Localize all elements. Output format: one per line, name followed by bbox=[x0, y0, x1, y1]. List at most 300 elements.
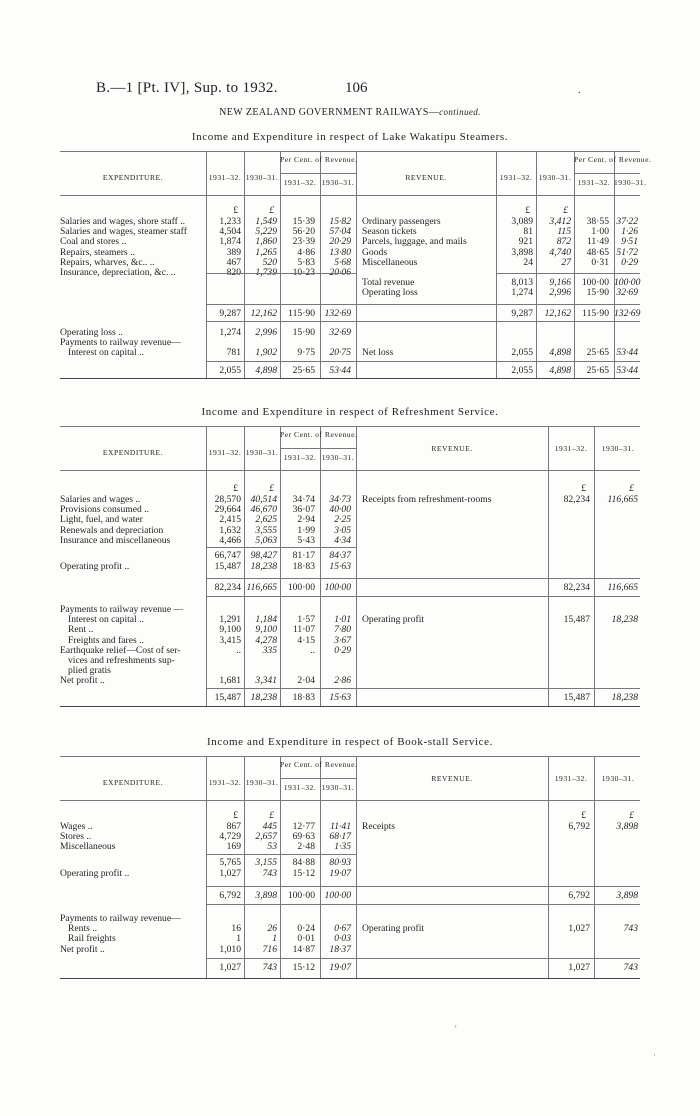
rev-pct-1930-31: 32·69 bbox=[616, 287, 638, 299]
value-1930-31: 743 bbox=[262, 868, 277, 879]
year-heading: 1930–31. bbox=[245, 448, 279, 457]
pct-1930-31: 40·00 bbox=[329, 504, 351, 516]
rev-1930-31: 872 bbox=[556, 236, 571, 248]
column-divider bbox=[244, 470, 245, 706]
year-heading: 1930–31. bbox=[245, 778, 279, 787]
expenditure-label: Interest on capital .. bbox=[68, 614, 144, 626]
total: 12,162 bbox=[544, 308, 571, 319]
pct-1930-31: 5·68 bbox=[334, 256, 351, 268]
column-divider bbox=[206, 470, 207, 706]
currency-sign: £ bbox=[629, 483, 634, 494]
year-heading: 1930–31. bbox=[601, 774, 635, 783]
year-heading: 1931–32. bbox=[554, 444, 588, 453]
value-1930-31: 2,625 bbox=[255, 514, 277, 526]
value-1931-32: 1,010 bbox=[219, 943, 241, 955]
pct-1931-32: 2·94 bbox=[297, 514, 315, 526]
column-divider bbox=[614, 195, 615, 378]
pct-1930-31: 1·01 bbox=[334, 614, 351, 626]
value-1931-32: 3,415 bbox=[219, 634, 241, 646]
rev-1930-31: 4,898 bbox=[549, 347, 571, 358]
expenditure-label: Wages .. bbox=[60, 821, 93, 832]
value-1931-32: 28,570 bbox=[214, 494, 241, 505]
total: 1,027 bbox=[568, 962, 590, 973]
revenue-label: Ordinary passengers bbox=[362, 216, 441, 227]
pct-year-heading: 1930–31. bbox=[321, 178, 355, 187]
total-rule bbox=[206, 578, 640, 579]
value-1930-31: 2,657 bbox=[255, 831, 277, 843]
expenditure-label: Payments to railway revenue— bbox=[60, 913, 181, 924]
pct-1930-31: 0·29 bbox=[334, 644, 351, 656]
revenue-label: Season tickets bbox=[362, 226, 417, 238]
total: 116,665 bbox=[607, 582, 638, 593]
rev-1930-31: 18,238 bbox=[611, 614, 638, 625]
value-1931-32: 1,274 bbox=[219, 327, 241, 338]
value-1931-32: 9,100 bbox=[219, 624, 241, 636]
pct-1930-31: 0·03 bbox=[334, 933, 351, 945]
running-head: B.—1 [Pt. IV], Sup. to 1932. bbox=[96, 80, 278, 96]
pct-1931-32: 4·86 bbox=[297, 246, 315, 258]
expenditure-heading: EXPENDITURE. bbox=[102, 778, 164, 787]
revenue-heading: REVENUE. bbox=[405, 173, 447, 182]
value-1930-31: 1,739 bbox=[255, 267, 277, 278]
total: 9,287 bbox=[511, 308, 533, 319]
subtotal-rule bbox=[206, 547, 356, 548]
value-1930-31: 1,184 bbox=[255, 614, 277, 626]
rev-1930-31: 3,898 bbox=[616, 821, 638, 832]
pct-year-heading: 1930–31. bbox=[614, 178, 647, 187]
value-1930-31: 2,996 bbox=[255, 327, 277, 338]
pct-year-heading: 1931–32. bbox=[283, 178, 317, 187]
rev-pct-1930-31: 37·22 bbox=[616, 216, 638, 227]
document-title: NEW ZEALAND GOVERNMENT RAILWAYS—continued. bbox=[219, 107, 481, 118]
value-1930-31: 1,549 bbox=[255, 216, 277, 227]
expenditure-label: Operating loss .. bbox=[60, 327, 123, 338]
revenue-label: Net loss bbox=[362, 347, 394, 358]
total-pct: 115·90 bbox=[582, 308, 609, 319]
value-1930-31: 520 bbox=[262, 256, 277, 268]
year-heading: 1930–31. bbox=[245, 173, 279, 182]
total-pct: 100·00 bbox=[324, 582, 351, 593]
print-mark: ' bbox=[455, 1024, 457, 1034]
pct-1930-31: 32·69 bbox=[329, 327, 351, 338]
table-bottom-rule bbox=[60, 378, 640, 379]
pct-1931-32: 9·75 bbox=[297, 347, 315, 358]
pct-subrule bbox=[280, 173, 356, 174]
pct-1931-32: 5·83 bbox=[297, 256, 315, 268]
total-rule bbox=[206, 688, 640, 689]
column-divider bbox=[206, 800, 207, 978]
year-heading: 1931–32. bbox=[499, 173, 533, 182]
column-divider bbox=[320, 470, 321, 706]
value-1930-31: 1,860 bbox=[255, 236, 277, 248]
rev-pct-1931-32: 1·00 bbox=[591, 226, 609, 238]
revenue-label: Total revenue bbox=[362, 277, 415, 288]
total: 4,898 bbox=[255, 365, 277, 376]
total: 743 bbox=[623, 962, 638, 973]
rev-pct-1930-31: 9·51 bbox=[621, 236, 638, 248]
column-divider bbox=[548, 800, 549, 978]
pct-1930-31: 3·67 bbox=[334, 634, 351, 646]
total: 6,792 bbox=[219, 890, 241, 901]
column-divider bbox=[356, 470, 357, 706]
currency-sign: £ bbox=[233, 810, 238, 821]
pct-year-heading: 1931–32. bbox=[283, 783, 317, 792]
pct-1930-31: 20·06 bbox=[329, 267, 351, 278]
header-rule bbox=[60, 470, 640, 471]
print-mark: · bbox=[653, 1050, 656, 1060]
revenue-label: Receipts from refreshment-rooms bbox=[362, 494, 492, 505]
rev-1931-32: 82,234 bbox=[563, 494, 590, 505]
total: 82,234 bbox=[214, 582, 241, 593]
total: 12,162 bbox=[250, 308, 277, 319]
currency-sign: £ bbox=[269, 205, 274, 216]
column-divider bbox=[320, 800, 321, 978]
rev-1931-32: 3,898 bbox=[511, 246, 533, 258]
column-divider bbox=[320, 195, 321, 378]
rev-1931-32: 15,487 bbox=[563, 614, 590, 625]
pct-1930-31: 80·93 bbox=[329, 857, 351, 868]
rev-1930-31: 115 bbox=[557, 226, 571, 238]
year-heading: 1930–31. bbox=[601, 444, 635, 453]
rev-1931-32: 81 bbox=[523, 226, 533, 238]
pct-1931-32: 5·43 bbox=[297, 534, 315, 546]
section-title: Income and Expenditure in respect of Lake Wakatipu Steamers. bbox=[191, 131, 509, 143]
currency-sign: £ bbox=[581, 483, 586, 494]
section-title: Income and Expenditure in respect of Book-stall Service. bbox=[207, 736, 493, 748]
rev-pct-1931-32: 48·65 bbox=[586, 246, 609, 258]
expenditure-label: Operating profit .. bbox=[60, 561, 130, 572]
revenue-label: Miscellaneous bbox=[362, 256, 418, 268]
total-pct: 115·90 bbox=[288, 308, 315, 319]
value-1930-31: 716 bbox=[262, 943, 277, 955]
total-rule bbox=[206, 596, 640, 597]
value-1930-31: 40,514 bbox=[250, 494, 277, 505]
column-divider bbox=[356, 195, 357, 378]
rev-pct-1931-32: 38·55 bbox=[586, 216, 609, 227]
rev-pct-1931-32: 100·00 bbox=[581, 277, 609, 288]
expenditure-label: vices and refreshments sup- bbox=[68, 655, 175, 666]
pct-heading: Per Cent. of Revenue. bbox=[574, 155, 652, 164]
expenditure-label: Earthquake relief—Cost of ser- bbox=[60, 644, 181, 656]
total-pct: 19·07 bbox=[329, 962, 351, 973]
total: 18,238 bbox=[250, 692, 277, 703]
value-1930-31: 18,238 bbox=[250, 561, 277, 572]
value-1930-31: 335 bbox=[262, 644, 277, 656]
value-1931-32: 169 bbox=[226, 841, 241, 853]
rev-1931-32: 921 bbox=[518, 236, 533, 248]
rev-1931-32: 8,013 bbox=[511, 277, 533, 288]
header-rule bbox=[60, 195, 640, 196]
column-divider bbox=[244, 195, 245, 378]
value-1930-31: 9,100 bbox=[255, 624, 277, 636]
value-1931-32: .. bbox=[236, 644, 241, 656]
value-1931-32: 16 bbox=[231, 923, 241, 935]
rev-pct-1931-32: 0·31 bbox=[591, 256, 609, 268]
expenditure-label: Repairs, wharves, &c.. .. bbox=[60, 256, 155, 268]
value-1931-32: 1 bbox=[236, 933, 241, 945]
expenditure-label: Net profit .. bbox=[60, 675, 105, 687]
value-1931-32: 1,027 bbox=[219, 868, 241, 879]
pct-heading: Per Cent. of Revenue. bbox=[280, 430, 358, 439]
table-bottom-rule bbox=[60, 706, 640, 707]
section-title: Income and Expenditure in respect of Refreshment Service. bbox=[201, 406, 499, 418]
year-heading: 1931–32. bbox=[208, 173, 242, 182]
pct-1930-31: 20·75 bbox=[329, 347, 351, 358]
pct-1931-32: 1·57 bbox=[297, 614, 315, 626]
rev-1931-32: 6,792 bbox=[568, 821, 590, 832]
expenditure-heading: EXPENDITURE. bbox=[102, 448, 164, 457]
pct-1930-31: 11·41 bbox=[330, 821, 351, 832]
year-heading: 1931–32. bbox=[208, 448, 242, 457]
expenditure-label: Rent .. bbox=[68, 624, 94, 636]
pct-1931-32: 1·99 bbox=[297, 524, 315, 536]
page-number: 106 bbox=[345, 80, 368, 96]
total: 2,055 bbox=[219, 365, 241, 376]
rev-pct-1930-31: 0·29 bbox=[621, 256, 638, 268]
value-1931-32: 1,233 bbox=[219, 216, 241, 227]
expenditure-label: Renewals and depreciation bbox=[60, 524, 164, 536]
pct-1931-32: 36·07 bbox=[292, 504, 315, 516]
total-pct: 100·00 bbox=[287, 582, 315, 593]
value-1930-31: 3,555 bbox=[255, 524, 277, 536]
column-divider bbox=[280, 195, 281, 378]
total-pct: 18·83 bbox=[292, 692, 315, 703]
subtotal-rule bbox=[496, 273, 640, 274]
currency-sign: £ bbox=[233, 205, 238, 216]
revenue-heading: REVENUE. bbox=[431, 444, 473, 453]
value-1931-32: 781 bbox=[226, 347, 241, 358]
pct-1930-31: 34·73 bbox=[329, 494, 351, 505]
pct-1930-31: 15·82 bbox=[329, 216, 351, 227]
total: 15,487 bbox=[563, 692, 590, 703]
column-divider bbox=[496, 195, 497, 378]
header-rule bbox=[60, 800, 640, 801]
pct-1931-32: 81·17 bbox=[292, 550, 315, 561]
currency-sign: £ bbox=[269, 810, 274, 821]
pct-1930-31: 13·80 bbox=[329, 246, 351, 258]
value-1931-32: 467 bbox=[226, 256, 241, 268]
total-pct: 15·63 bbox=[329, 692, 351, 703]
pct-year-heading: 1930–31. bbox=[321, 453, 355, 462]
year-heading: 1931–32. bbox=[554, 774, 588, 783]
value-1931-32: 1,874 bbox=[219, 236, 241, 248]
expenditure-label: Coal and stores .. bbox=[60, 236, 127, 248]
value-1931-32: 4,729 bbox=[219, 831, 241, 843]
rev-1930-31: 743 bbox=[623, 923, 638, 934]
revenue-label: Parcels, luggage, and mails bbox=[362, 236, 467, 248]
pct-1930-31: 3·05 bbox=[334, 524, 351, 536]
year-heading: 1930–31. bbox=[538, 173, 572, 182]
total-pct: 100·00 bbox=[324, 890, 351, 901]
pct-1931-32: 69·63 bbox=[292, 831, 315, 843]
currency-sign: £ bbox=[233, 483, 238, 494]
column-divider bbox=[536, 195, 537, 378]
column-divider bbox=[574, 195, 575, 378]
value-1931-32: 15,487 bbox=[214, 561, 241, 572]
rev-pct-1930-31: 100·00 bbox=[614, 277, 641, 288]
rev-1930-31: 27 bbox=[561, 256, 571, 268]
expenditure-label: Repairs, steamers .. bbox=[60, 246, 135, 258]
total-pct: 15·12 bbox=[292, 962, 315, 973]
rev-pct-1930-31: 1·26 bbox=[621, 226, 638, 238]
value-1931-32: 2,415 bbox=[219, 514, 241, 526]
rev-1931-32: 3,089 bbox=[511, 216, 533, 227]
expenditure-label: Freights and fares .. bbox=[68, 634, 144, 646]
revenue-label: Operating loss bbox=[362, 287, 418, 299]
currency-sign: £ bbox=[269, 483, 274, 494]
pct-1930-31: 2·25 bbox=[334, 514, 351, 526]
rev-1931-32: 1,274 bbox=[511, 287, 533, 299]
pct-1931-32: 2·48 bbox=[297, 841, 315, 853]
total-pct: 25·65 bbox=[586, 365, 609, 376]
total: 743 bbox=[262, 962, 277, 973]
rev-1930-31: 2,996 bbox=[549, 287, 571, 299]
revenue-label: Receipts bbox=[362, 821, 396, 832]
pct-1930-31: 0·67 bbox=[334, 923, 351, 935]
total-rule bbox=[206, 904, 640, 905]
pct-1931-32: 15·12 bbox=[292, 868, 315, 879]
subtotal-rule bbox=[206, 273, 356, 274]
total-pct: 53·44 bbox=[329, 365, 351, 376]
expenditure-label: Salaries and wages, shore staff .. bbox=[60, 216, 186, 227]
table-top-rule bbox=[60, 756, 640, 757]
value-1930-31: 53 bbox=[267, 841, 277, 853]
value-1930-31: 98,427 bbox=[250, 550, 277, 561]
pct-1930-31: 18·37 bbox=[329, 943, 351, 955]
column-divider bbox=[280, 800, 281, 978]
rev-1930-31: 116,665 bbox=[607, 494, 638, 505]
total-rule bbox=[206, 886, 640, 887]
revenue-label: Goods bbox=[362, 246, 388, 258]
expenditure-label: Stores .. bbox=[60, 831, 92, 843]
total: 1,027 bbox=[219, 962, 241, 973]
table-top-rule bbox=[60, 151, 640, 152]
pct-1931-32: 0·24 bbox=[297, 923, 315, 935]
column-divider bbox=[594, 800, 595, 978]
pct-1930-31: 57·04 bbox=[329, 226, 351, 238]
pct-1931-32: 84·88 bbox=[292, 857, 315, 868]
value-1931-32: 1,291 bbox=[219, 614, 241, 626]
expenditure-label: Salaries and wages, steamer staff bbox=[60, 226, 187, 238]
pct-1931-32: 2·04 bbox=[297, 675, 315, 687]
page-mark: . bbox=[578, 85, 581, 96]
value-1930-31: 1 bbox=[272, 933, 277, 945]
value-1930-31: 4,278 bbox=[255, 634, 277, 646]
column-divider bbox=[280, 470, 281, 706]
column-divider bbox=[244, 800, 245, 978]
total-pct: 25·65 bbox=[292, 365, 315, 376]
rev-pct-1931-32: 25·65 bbox=[586, 347, 609, 358]
pct-1930-31: 7·80 bbox=[334, 624, 351, 636]
rev-pct-1931-32: 11·49 bbox=[586, 236, 609, 248]
pct-1931-32: 0·01 bbox=[297, 933, 315, 945]
pct-1931-32: 12·77 bbox=[292, 821, 315, 832]
revenue-heading: REVENUE. bbox=[431, 774, 473, 783]
subtotal-rule bbox=[206, 854, 356, 855]
column-divider bbox=[356, 800, 357, 978]
currency-sign: £ bbox=[581, 810, 586, 821]
currency-sign: £ bbox=[525, 205, 530, 216]
expenditure-label: Rail freights bbox=[68, 933, 116, 945]
pct-1930-31: 84·37 bbox=[329, 550, 351, 561]
column-divider bbox=[594, 470, 595, 706]
pct-1930-31: 2·86 bbox=[334, 675, 351, 687]
pct-heading: Per Cent. of Revenue. bbox=[280, 760, 358, 769]
value-1930-31: 1,265 bbox=[255, 246, 277, 258]
pct-1931-32: 11·07 bbox=[292, 624, 315, 636]
total: 3,898 bbox=[255, 890, 277, 901]
total: 18,238 bbox=[611, 692, 638, 703]
total-rule bbox=[206, 958, 640, 959]
pct-1931-32: .. bbox=[310, 644, 315, 656]
value-1931-32: 1,681 bbox=[219, 675, 241, 687]
total: 9,287 bbox=[219, 308, 241, 319]
value-1931-32: 4,466 bbox=[219, 534, 241, 546]
expenditure-label: Insurance and miscellaneous bbox=[60, 534, 171, 546]
total-pct: 132·69 bbox=[614, 308, 641, 319]
expenditure-label: Light, fuel, and water bbox=[60, 514, 143, 526]
table-bottom-rule bbox=[60, 978, 640, 979]
pct-1931-32: 23·39 bbox=[292, 236, 315, 248]
pct-1931-32: 4·15 bbox=[297, 634, 315, 646]
rev-1931-32: 1,027 bbox=[568, 923, 590, 934]
total-pct: 100·00 bbox=[287, 890, 315, 901]
expenditure-label: Miscellaneous bbox=[60, 841, 116, 853]
rev-pct-1931-32: 15·90 bbox=[586, 287, 609, 299]
rev-pct-1930-31: 53·44 bbox=[616, 347, 638, 358]
value-1930-31: 5,229 bbox=[255, 226, 277, 238]
total: 116,665 bbox=[246, 582, 277, 593]
value-1930-31: 26 bbox=[267, 923, 277, 935]
pct-1930-31: 4·34 bbox=[334, 534, 351, 546]
revenue-label: Operating profit bbox=[362, 923, 425, 934]
pct-1930-31: 20·29 bbox=[329, 236, 351, 248]
pct-subrule bbox=[280, 778, 356, 779]
expenditure-label: plied gratis bbox=[68, 665, 111, 677]
pct-1930-31: 68·17 bbox=[329, 831, 351, 843]
expenditure-label: Payments to railway revenue — bbox=[60, 604, 184, 615]
total-pct: 132·69 bbox=[324, 308, 351, 319]
pct-heading: Per Cent. of Revenue. bbox=[280, 155, 358, 164]
pct-1931-32: 10·23 bbox=[292, 267, 315, 278]
pct-1930-31: 1·35 bbox=[334, 841, 351, 853]
pct-year-heading: 1930–31. bbox=[321, 783, 355, 792]
pct-subrule bbox=[280, 448, 356, 449]
year-heading: 1931–32. bbox=[208, 778, 242, 787]
value-1930-31: 5,063 bbox=[255, 534, 277, 546]
value-1930-31: 445 bbox=[262, 821, 277, 832]
currency-sign: £ bbox=[563, 205, 568, 216]
pct-1931-32: 56·20 bbox=[292, 226, 315, 238]
expenditure-label: Rents .. bbox=[68, 923, 98, 935]
expenditure-label: Net profit .. bbox=[60, 943, 105, 955]
column-divider bbox=[548, 470, 549, 706]
value-1931-32: 29,664 bbox=[214, 504, 241, 516]
expenditure-label: Provisions consumed .. bbox=[60, 504, 150, 516]
pct-year-heading: 1931–32. bbox=[577, 178, 611, 187]
expenditure-label: Interest on capital .. bbox=[68, 347, 144, 358]
value-1931-32: 66,747 bbox=[214, 550, 241, 561]
rev-1930-31: 9,166 bbox=[549, 277, 571, 288]
total: 15,487 bbox=[214, 692, 241, 703]
value-1930-31: 3,341 bbox=[255, 675, 277, 687]
rev-1931-32: 24 bbox=[523, 256, 533, 268]
value-1931-32: 389 bbox=[226, 246, 241, 258]
total: 82,234 bbox=[563, 582, 590, 593]
value-1931-32: 867 bbox=[226, 821, 241, 832]
currency-sign: £ bbox=[629, 810, 634, 821]
value-1931-32: 1,632 bbox=[219, 524, 241, 536]
